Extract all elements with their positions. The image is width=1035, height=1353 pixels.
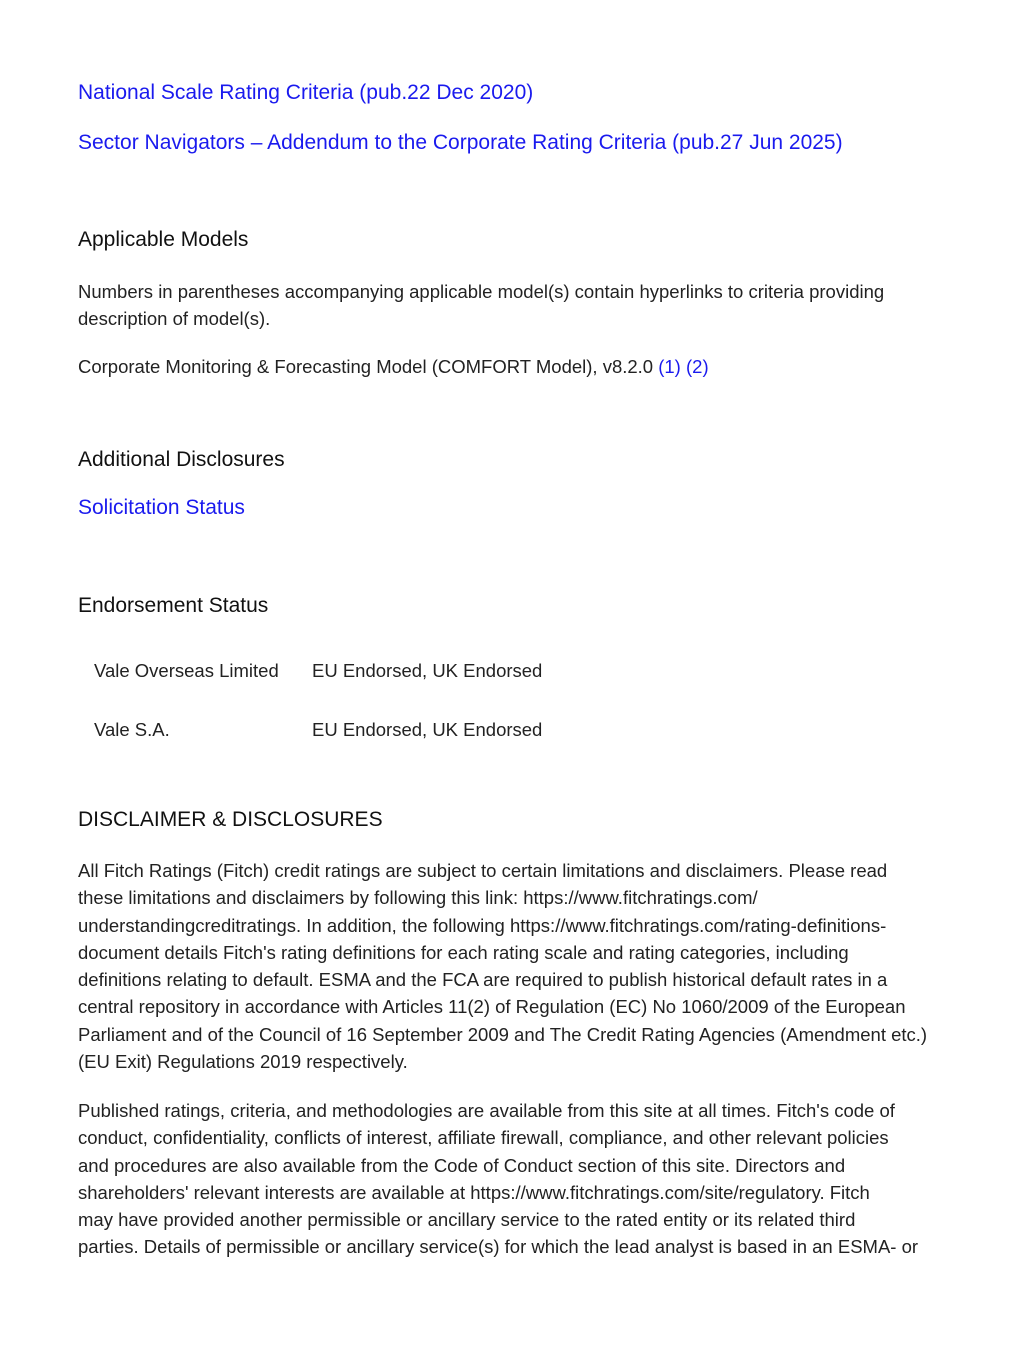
entity-name: Vale Overseas Limited	[94, 660, 279, 681]
paragraph-line: conduct, confidentiality, conflicts of interest, affiliate firewall, compliance, and other relevant policies	[78, 1127, 889, 1149]
model-criteria-link-2[interactable]: (2)	[686, 356, 709, 377]
paragraph-line: understandingcreditratings. In addition, the following https://www.fitchratings.com/rating-definitions-	[78, 914, 887, 936]
paragraph-line: (EU Exit) Regulations 2019 respectively.	[78, 1051, 408, 1073]
criteria-link-sector-navigators[interactable]: Sector Navigators – Addendum to the Corporate Rating Criteria (pub.27 Jun 2025)	[78, 131, 843, 154]
note-line: Numbers in parentheses accompanying applicable model(s) contain hyperlinks to criteria providing	[78, 281, 885, 302]
paragraph-line: document details Fitch's rating definitions for each rating scale and rating categories, including	[78, 941, 849, 963]
model-line	[78, 353, 709, 380]
paragraph-line: parties. Details of permissible or ancillary service(s) for which the lead analyst is based in an ESMA- or	[78, 1236, 919, 1258]
disclaimer-heading: DISCLAIMER & DISCLOSURES	[78, 808, 383, 831]
applicable-models-note	[78, 278, 884, 333]
model-criteria-link-1[interactable]: (1)	[658, 356, 681, 377]
endorsement-status: EU Endorsed, UK Endorsed	[312, 719, 543, 740]
disclaimer-paragraph-1	[78, 857, 927, 1075]
paragraph-line: definitions relating to default. ESMA and the FCA are required to publish historical default rates in a	[78, 969, 888, 991]
endorsement-status: EU Endorsed, UK Endorsed	[312, 660, 543, 681]
paragraph-line: Parliament and of the Council of 16 September 2009 and The Credit Rating Agencies (Amendment etc.)	[78, 1023, 928, 1045]
paragraph-line: central repository in accordance with Articles 11(2) of Regulation (EC) No 1060/2009 of the European	[78, 996, 906, 1018]
paragraph-line: may have provided another permissible or ancillary service to the rated entity or its related third	[78, 1209, 856, 1231]
endorsement-status-heading: Endorsement Status	[78, 594, 269, 617]
disclaimer-paragraph-2	[78, 1097, 918, 1261]
note-line: description of model(s).	[78, 308, 271, 330]
paragraph-line: All Fitch Ratings (Fitch) credit ratings are subject to certain limitations and disclaimers. Please read	[78, 860, 888, 881]
additional-disclosures-heading: Additional Disclosures	[78, 448, 285, 471]
paragraph-line: these limitations and disclaimers by following this link: https://www.fitchratings.com/	[78, 887, 758, 909]
criteria-link-national-scale[interactable]: National Scale Rating Criteria (pub.22 Dec 2020)	[78, 81, 534, 104]
paragraph-line: Published ratings, criteria, and methodologies are available from this site at all times. Fitch's code of	[78, 1100, 895, 1121]
solicitation-status-link[interactable]: Solicitation Status	[78, 496, 245, 519]
applicable-models-heading: Applicable Models	[78, 228, 249, 251]
entity-name: Vale S.A.	[94, 719, 170, 740]
paragraph-line: and procedures are also available from the Code of Conduct section of this site. Directors and	[78, 1154, 846, 1176]
model-name: Corporate Monitoring & Forecasting Model (COMFORT Model), v8.2.0	[78, 356, 654, 377]
paragraph-line: shareholders' relevant interests are available at https://www.fitchratings.com/site/regulatory. Fitch	[78, 1181, 870, 1203]
